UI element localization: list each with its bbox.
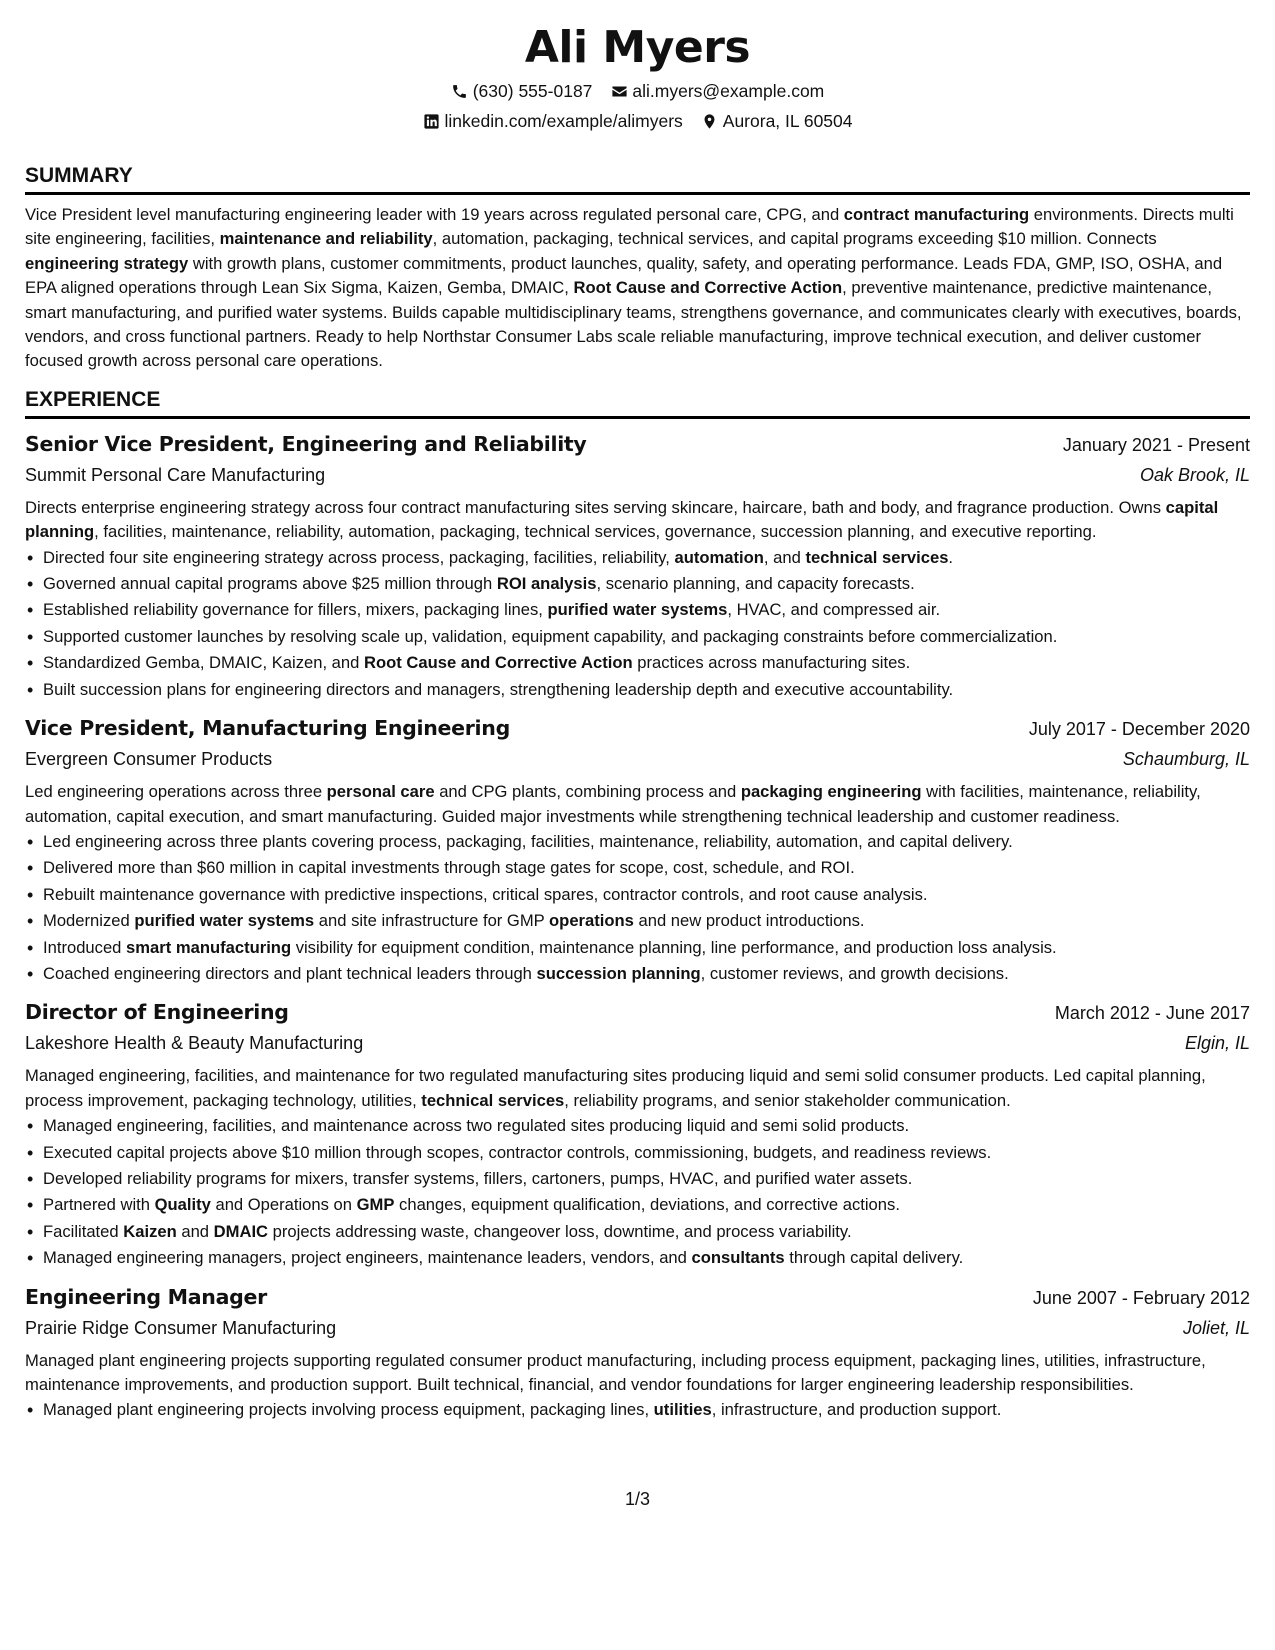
text-run: Executed capital projects above $10 million through scopes, contractor controls, commissioning, budgets, and readiness reviews. <box>43 1142 992 1162</box>
job-bullets <box>25 1113 1250 1271</box>
job-description <box>25 496 1250 545</box>
job-company: Prairie Ridge Consumer Manufacturing <box>25 1317 337 1338</box>
job-entry <box>25 429 1250 703</box>
job-title: Director of Engineering <box>25 1000 289 1025</box>
job-location: Joliet, IL <box>1182 1317 1250 1338</box>
bold-keyword: contract manufacturing <box>843 205 1030 224</box>
job-entry <box>25 713 1250 987</box>
text-run: Delivered more than $60 million in capital investments through stage gates for scope, cost, schedule, and ROI. <box>43 858 855 878</box>
text-run: Vice President level manufacturing engineering leader with 19 years across regulated personal care, CPG, and <box>25 205 844 224</box>
job-bullets <box>25 545 1250 703</box>
job-location: Elgin, IL <box>1184 1033 1250 1054</box>
text-run: Managed plant engineering projects involving process equipment, packaging lines, <box>43 1400 654 1420</box>
text-run: practices across manufacturing sites. <box>632 653 911 673</box>
text-run: , automation, packaging, technical services, and capital programs exceeding $10 million. Connects <box>432 229 1157 249</box>
contact-email[interactable] <box>610 76 824 106</box>
job-description <box>25 1064 1250 1113</box>
job-company: Evergreen Consumer Products <box>25 749 273 770</box>
job-bullets <box>25 829 1250 987</box>
text-run: projects addressing waste, changeover loss, downtime, and process variability. <box>268 1221 852 1241</box>
job-title: Senior Vice President, Engineering and Reliability <box>25 431 587 456</box>
text-run: with growth plans, customer commitments, product launches, quality, safety, and operating performance. Leads FDA, GMP, ISO, OSHA, and EPA aligned operations through Lean Six Sigma, Kaizen, Gemba, DMAIC, <box>25 253 1223 298</box>
text-run: Managed plant engineering projects supporting regulated consumer product manufacturing, including process equipment, packaging lines, utilities, infrastructure, maintenance improvements, and production support. Built technical, financial, and vendor foundations for larger engineering leadership responsibilities. <box>25 1350 1206 1394</box>
job-bullets <box>25 1397 1250 1423</box>
phone-icon <box>451 82 469 100</box>
bullet-item <box>25 650 1250 676</box>
bold-keyword: smart manufacturing <box>126 937 292 957</box>
bold-keyword: Kaizen <box>123 1221 177 1241</box>
bullet-item <box>25 829 1250 855</box>
job-company: Summit Personal Care Manufacturing <box>25 464 326 485</box>
bold-keyword: succession planning <box>536 963 701 983</box>
bullet-item <box>25 1166 1250 1192</box>
job-subheader <box>25 1028 1250 1058</box>
job-header <box>25 429 1250 460</box>
contact-row-2 <box>25 106 1250 136</box>
text-run: and new product introductions. <box>633 911 865 931</box>
bullet-item <box>25 677 1250 703</box>
contact-linkedin[interactable] <box>422 106 682 136</box>
bullet-item <box>25 1245 1250 1271</box>
text-run: environments. Directs multi site engineering, facilities, <box>25 205 1234 249</box>
bold-keyword: personal care <box>326 782 435 802</box>
bold-keyword: DMAIC <box>213 1221 269 1241</box>
job-subheader <box>25 460 1250 490</box>
text-run: Managed engineering, facilities, and maintenance across two regulated sites producing liquid and semi solid products. <box>43 1116 910 1136</box>
text-run: Facilitated <box>43 1221 124 1241</box>
bold-keyword: maintenance and reliability <box>219 229 433 249</box>
text-run: Coached engineering directors and plant technical leaders through <box>43 963 537 983</box>
job-description <box>25 1349 1250 1398</box>
candidate-name: Ali Myers <box>524 22 751 73</box>
bullet-item <box>25 1219 1250 1245</box>
summary-text <box>25 203 1250 374</box>
bullet-item <box>25 597 1250 623</box>
text-run: Introduced <box>43 937 127 957</box>
text-run: , facilities, maintenance, reliability, automation, packaging, technical services, governance, succession planning, and executive reporting. <box>94 522 1097 542</box>
location-text: Aurora, IL 60504 <box>722 111 853 131</box>
contact-phone <box>451 76 593 106</box>
bullet-item <box>25 855 1250 881</box>
bold-keyword: purified water systems <box>547 600 728 620</box>
bullet-item <box>25 1192 1250 1218</box>
bullet-item <box>25 961 1250 987</box>
job-entry <box>25 1282 1250 1424</box>
bold-keyword: Root Cause and Corrective Action <box>363 653 633 673</box>
bullet-item <box>25 1113 1250 1139</box>
job-dates: January 2021 - Present <box>1062 434 1250 455</box>
text-run: , scenario planning, and capacity forecasts. <box>596 574 915 594</box>
job-description <box>25 780 1250 829</box>
job-company: Lakeshore Health & Beauty Manufacturing <box>25 1033 364 1054</box>
text-run: Developed reliability programs for mixers, transfer systems, fillers, cartoners, pumps, HVAC, and purified water assets. <box>43 1168 913 1188</box>
bullet-item <box>25 908 1250 934</box>
text-run: Standardized Gemba, DMAIC, Kaizen, and <box>43 653 364 673</box>
bold-keyword: capital planning <box>25 497 1219 542</box>
page-number: 1/3 <box>624 1489 651 1509</box>
job-location: Oak Brook, IL <box>1139 464 1250 485</box>
job-location: Schaumburg, IL <box>1122 749 1250 770</box>
bold-keyword: Root Cause and Corrective Action <box>573 278 843 298</box>
linkedin-icon <box>422 112 440 130</box>
text-run: Directs enterprise engineering strategy across four contract manufacturing sites serving skincare, haircare, bath and body, and fragrance production. Owns <box>25 497 1166 517</box>
bold-keyword: Quality <box>154 1195 211 1215</box>
text-run: Managed engineering managers, project engineers, maintenance leaders, vendors, and <box>43 1248 692 1268</box>
job-header <box>25 713 1250 744</box>
bold-keyword: operations <box>549 911 634 931</box>
experience-list <box>25 429 1250 1424</box>
job-title: Vice President, Manufacturing Engineering <box>25 716 510 741</box>
text-run: , HVAC, and compressed air. <box>727 600 941 620</box>
job-dates: July 2017 - December 2020 <box>1028 719 1250 740</box>
text-run: through capital delivery. <box>784 1248 964 1268</box>
text-run: Led engineering operations across three <box>25 782 327 802</box>
text-run: and CPG plants, combining process and <box>434 782 741 802</box>
bold-keyword: GMP <box>356 1195 395 1215</box>
bullet-item <box>25 1397 1250 1423</box>
bullet-item <box>25 882 1250 908</box>
bold-keyword: automation <box>674 547 764 567</box>
job-dates: March 2012 - June 2017 <box>1054 1003 1250 1024</box>
experience-heading: EXPERIENCE <box>25 386 1250 419</box>
text-run: Established reliability governance for fillers, mixers, packaging lines, <box>43 600 548 620</box>
envelope-icon <box>610 82 628 100</box>
bold-keyword: ROI analysis <box>496 574 597 594</box>
job-entry <box>25 997 1250 1271</box>
text-run: and <box>176 1221 214 1241</box>
text-run: changes, equipment qualification, deviations, and corrective actions. <box>394 1195 900 1215</box>
bullet-item <box>25 624 1250 650</box>
job-subheader <box>25 1313 1250 1343</box>
bold-keyword: purified water systems <box>134 911 315 931</box>
job-subheader <box>25 744 1250 774</box>
text-run: Built succession plans for engineering directors and managers, strengthening leadership depth and executive accountability. <box>43 679 954 699</box>
text-run: and Operations on <box>210 1195 357 1215</box>
contact-location <box>701 106 853 136</box>
phone-text: (630) 555-0187 <box>472 81 593 101</box>
text-run: Partnered with <box>43 1195 155 1215</box>
text-run: , infrastructure, and production support. <box>711 1400 1002 1420</box>
linkedin-text[interactable]: linkedin.com/example/alimyers <box>444 111 683 131</box>
text-run: Led engineering across three plants covering process, packaging, facilities, maintenance, reliability, automation, and capital delivery. <box>43 831 1013 851</box>
text-run: , customer reviews, and growth decisions. <box>700 963 1009 983</box>
bullet-item <box>25 545 1250 571</box>
bullet-item <box>25 1140 1250 1166</box>
text-run: visibility for equipment condition, maintenance planning, line performance, and production loss analysis. <box>291 937 1057 957</box>
bold-keyword: packaging engineering <box>740 782 922 802</box>
text-run: , and <box>763 547 806 567</box>
bold-keyword: consultants <box>691 1248 785 1268</box>
bullet-item <box>25 571 1250 597</box>
bold-keyword: technical services <box>805 547 949 567</box>
job-header <box>25 997 1250 1028</box>
bullet-item <box>25 935 1250 961</box>
text-run: , preventive maintenance, predictive maintenance, smart manufacturing, and purified water systems. Builds capable multidisciplinary teams, strengthens governance, and communicates clearly with executives, boards, vendors, and cross functional partners. Ready to help Northstar Consumer Labs scale reliable manufacturing, improve technical execution, and deliver customer focused growth across personal care operations. <box>25 278 1242 371</box>
text-run: , reliability programs, and senior stakeholder communication. <box>564 1090 1011 1110</box>
text-run: Governed annual capital programs above $25 million through <box>43 574 497 594</box>
job-title: Engineering Manager <box>25 1284 267 1309</box>
text-run: and site infrastructure for GMP <box>314 911 550 931</box>
text-run: Rebuilt maintenance governance with predictive inspections, critical spares, contractor controls, and root cause analysis. <box>43 884 928 904</box>
text-run: with facilities, maintenance, reliability, automation, capital execution, and smart manufacturing. Guided major investments while strengthening technical leadership and customer readiness. <box>25 782 1201 826</box>
map-marker-icon <box>701 112 719 130</box>
text-run: Managed engineering, facilities, and maintenance for two regulated manufacturing sites producing liquid and semi solid consumer products. Led capital planning, process improvement, packaging technology, utilities, <box>25 1066 1206 1110</box>
bold-keyword: technical services <box>421 1090 565 1110</box>
bold-keyword: utilities <box>653 1400 712 1420</box>
text-run: Supported customer launches by resolving scale up, validation, equipment capability, and packaging constraints before commercialization. <box>43 626 1058 646</box>
job-header <box>25 1282 1250 1313</box>
email-text[interactable]: ali.myers@example.com <box>632 81 825 101</box>
summary-heading: SUMMARY <box>25 162 1250 195</box>
text-run: Directed four site engineering strategy across process, packaging, facilities, reliability, <box>43 547 675 567</box>
text-run: . <box>948 547 954 567</box>
bold-keyword: engineering strategy <box>25 253 189 273</box>
contact-row-1 <box>25 76 1250 106</box>
text-run: Modernized <box>43 911 135 931</box>
job-dates: June 2007 - February 2012 <box>1032 1287 1250 1308</box>
